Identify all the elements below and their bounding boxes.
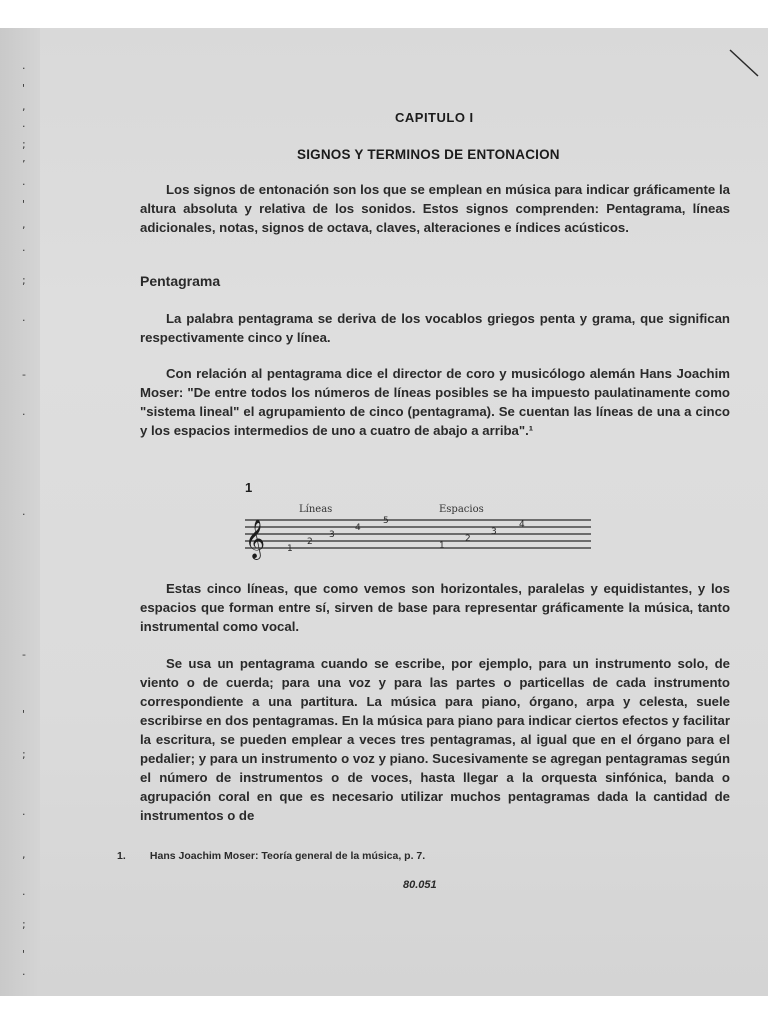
staff-figure bbox=[243, 480, 603, 560]
scanned-photo bbox=[0, 28, 768, 996]
corner-crease bbox=[728, 46, 768, 86]
space-number: 2 bbox=[465, 534, 471, 544]
footnote-number: 1. bbox=[117, 850, 126, 862]
label-lines: Líneas bbox=[299, 504, 333, 515]
binding-edge-marks: · ' , · ; ʼ · ' , · ; · - · · - ' ; · , · ; ' · bbox=[22, 62, 26, 981]
treble-clef-icon: 𝄞 bbox=[245, 519, 266, 559]
line-number: 1 bbox=[287, 544, 293, 554]
paragraph-1: La palabra pentagrama se deriva de los vocablos griegos penta y grama, que significan respectivamente cinco y línea. bbox=[140, 311, 730, 345]
paragraph-4: Se usa un pentagrama cuando se escribe, por ejemplo, para un instrumento solo, de viento o de cuerda; para una voz y para las partes o particellas de cada instrumento correspondiente a una partitura. La música para piano, órgano, arpa y celesta, suele escribirse en dos pentagramas. En la música para piano para indicar ciertos efectos y facilitar la escritura, se pueden emplear a veces tres pentagramas, al igual que en el órgano para el pedalier; y para un instrumento o voz y piano. Sucesivamente se agregan pentagramas según el número de instrumentos o de voces, hasta llegar a la orquesta sinfónica, banda o agrupación coral en que es necesario utilizar muchos pentagramas dada la cantidad de instrumentos o de bbox=[140, 656, 730, 823]
space-number: 4 bbox=[519, 520, 525, 530]
section-heading: Pentagrama bbox=[140, 273, 221, 289]
space-number: 1 bbox=[439, 541, 445, 551]
line-number: 2 bbox=[307, 537, 313, 547]
chapter-heading: CAPITULO I bbox=[395, 110, 474, 125]
footnote-text: Hans Joachim Moser: Teoría general de la música, p. 7. bbox=[149, 850, 426, 862]
footnote bbox=[117, 850, 425, 862]
page-number: 80.051 bbox=[403, 879, 437, 891]
line-number: 3 bbox=[329, 530, 335, 540]
line-number: 4 bbox=[355, 523, 361, 533]
chapter-title: SIGNOS Y TERMINOS DE ENTONACION bbox=[297, 147, 560, 162]
label-spaces: Espacios bbox=[439, 504, 484, 515]
figure-number: 1 bbox=[245, 480, 253, 495]
staff-drawing bbox=[243, 514, 603, 560]
paragraph-2: Con relación al pentagrama dice el director de coro y musicólogo alemán Hans Joachim Moser: "De entre todos los números de líneas posibles se ha impuesto paulatinamente como "sistema lineal" el agrupamiento de cinco (pentagrama). Se cuentan las líneas de una a cinco y los espacios intermedios de uno a cuatro de abajo a arriba".¹ bbox=[140, 366, 730, 438]
document-page bbox=[40, 28, 768, 996]
intro-paragraph: Los signos de entonación son los que se emplean en música para indicar gráficamente la altura absoluta y relativa de los sonidos. Estos signos comprenden: Pentagrama, líneas adicionales, notas, signos de octava, claves, alteraciones e índices acústicos. bbox=[140, 182, 730, 235]
space-number: 3 bbox=[491, 527, 497, 537]
line-number: 5 bbox=[383, 516, 389, 526]
paragraph-3: Estas cinco líneas, que como vemos son horizontales, paralelas y equidistantes, y los espacios que forman entre sí, sirven de base para representar gráficamente la música, tanto instrumental como vocal. bbox=[140, 581, 730, 634]
